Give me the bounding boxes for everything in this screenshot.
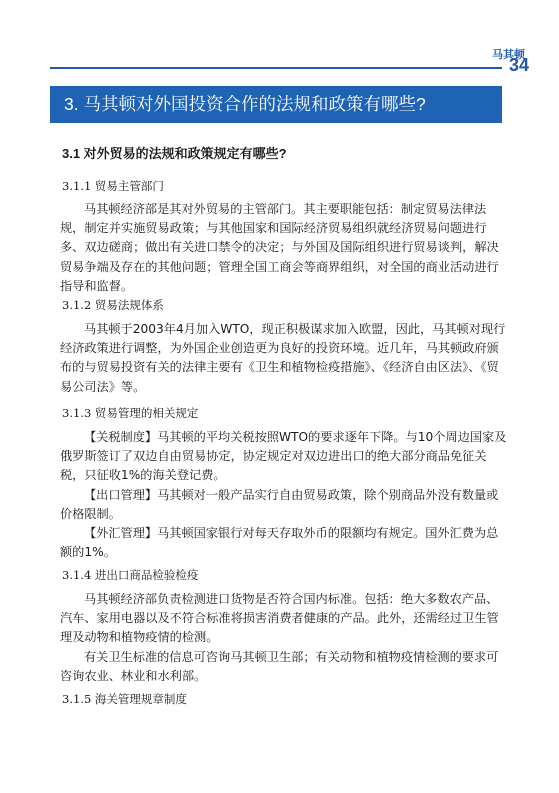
running-header-country: 马其顿 xyxy=(492,48,525,61)
paragraph: 【关税制度】马其顿的平均关税按照WTO的要求逐年下降。与10个周边国家及俄罗斯签订了双边自由贸易协定，协定规定对双边进出口的绝大部分商品免征关税，只征收1%的海关登记费。 xyxy=(60,430,507,483)
paragraph: 马其顿于2003年4月加入WTO，现正积极谋求加入欧盟，因此，马其顿对现行经济政策进行调整，为外国企业创造更为良好的投资环境。近几年，马其顿政府颁布的与贸易投资有关的法律主要有《卫生和植物检疫措施》、《经济自由区法》、《贸易公司法》等。 xyxy=(60,322,506,394)
page-number: 34 xyxy=(509,55,530,75)
subsection-heading-3-1-5: 3.1.5 海关管理规章制度 xyxy=(62,692,187,706)
subsection-heading-3-1-1: 3.1.1 贸易主管部门 xyxy=(62,179,164,193)
paragraph: 有关卫生标准的信息可咨询马其顿卫生部；有关动物和植物疫情检测的要求可咨询农业、林业和水利部。 xyxy=(60,650,499,684)
header-rule xyxy=(50,67,502,69)
subsection-heading-3-1-4: 3.1.4 进出口商品检验检疫 xyxy=(62,568,199,582)
paragraph: 马其顿经济部是其对外贸易的主管部门。其主要职能包括：制定贸易法律法规，制定并实施贸易政策；与其他国家和国际经济贸易组织就经济贸易问题进行多、双边磋商；做出有关进口禁令的决定；与外国及国际组织进行贸易谈判，解决贸易争端及存在的其他问题；管理全国工商会等商界组织，对全国的商业活动进行指导和监督。 xyxy=(60,202,499,293)
paragraph: 【出口管理】马其顿对一般产品实行自由贸易政策，除个别商品外没有数量或价格限制。 xyxy=(60,488,499,522)
chapter-title-banner: 3. 马其顿对外国投资合作的法规和政策有哪些? xyxy=(50,86,502,123)
section-heading: 3.1 对外贸易的法规和政策规定有哪些? xyxy=(62,146,287,161)
paragraph: 马其顿经济部负责检测进口货物是否符合国内标准。包括：绝大多数农产品、汽车、家用电器以及不符合标准将损害消费者健康的产品。此外，还需经过卫生管理及动物和植物疫情的检测。 xyxy=(60,592,499,645)
paragraph: 【外汇管理】马其顿国家银行对每天存取外币的限额均有规定。国外汇费为总额的1%。 xyxy=(60,526,499,560)
subsection-heading-3-1-3: 3.1.3 贸易管理的相关规定 xyxy=(62,406,199,420)
subsection-heading-3-1-2: 3.1.2 贸易法规体系 xyxy=(62,298,164,312)
